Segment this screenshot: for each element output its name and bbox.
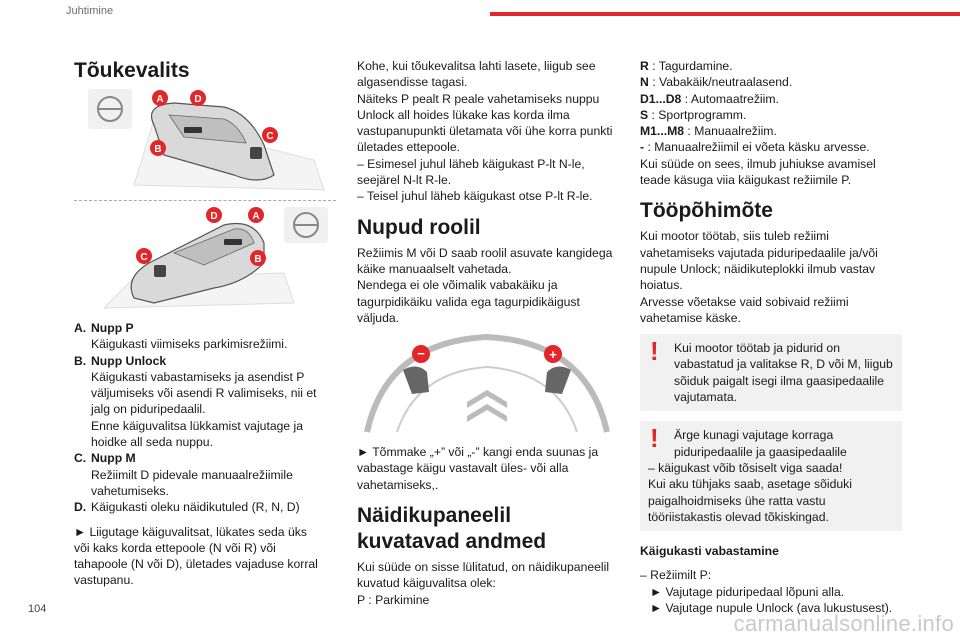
release-step-3: ► Vajutage nupule Unlock (ava lukustusest). — [650, 601, 893, 616]
fig-bottom-label-b: B — [254, 254, 262, 265]
right-paddle — [545, 367, 571, 395]
legend-c-title: Nupp M — [91, 451, 136, 466]
heading-nupud-roolil: Nupud roolil — [357, 215, 481, 239]
fig-top-label-a: A — [156, 94, 164, 105]
paddle-plus-label: + — [549, 347, 557, 363]
fig-bottom-label-a: A — [252, 211, 260, 222]
col2-p1: Kohe, kui tõukevalitsa lahti lasete, liigub see algasendisse tagasi. — [357, 59, 596, 90]
legend-d-text: Käigukasti oleku näidikutuled (R, N, D) — [91, 500, 300, 515]
steering-paddles-figure — [357, 332, 617, 440]
col2-p8: Kui süüde on sisse lülitatud, on näidikupaneelil kuvatud käiguvalitsa olek: — [357, 560, 610, 591]
column-2 — [357, 58, 619, 608]
page-number: 104 — [28, 603, 47, 615]
release-step-2: ► Vajutage piduripedaal lõpuni alla. — [650, 584, 845, 599]
gear-selector-figure-top — [74, 85, 336, 195]
col2-p6: Nendega ei ole võimalik vabakäiku ja tagurpidikäiku valida ega tagurpidikäigust väljuda. — [357, 278, 580, 325]
legend-key: C. — [74, 451, 87, 466]
lever-instruction: ► Liigutage käiguvalitsat, lükates seda üks või kaks korda ettepoole (N või R) või tahapoole (N või D), ületades vajaduse korral vastupanu. — [74, 524, 318, 588]
paddle-minus-label: − — [417, 346, 425, 362]
warning-icon: ! — [650, 423, 659, 454]
fig-top-label-d: D — [194, 94, 202, 105]
status-item: R : Tagurdamine. — [640, 59, 733, 73]
col2-p4: – Teisel juhul läheb käigukast otse P-lt R-le. — [357, 189, 593, 204]
heading-kaigukasti-vabastamine: Käigukasti vabastamine — [640, 544, 779, 559]
legend-b-title: Nupp Unlock — [91, 353, 167, 368]
warning-2-text-c: Kui aku tühjaks saab, asetage sõiduki paigalhoidmiseks ühe ratta vastu tööriistakastis olevad tõkiskingad. — [648, 477, 852, 524]
warning-2-text-a: Ärge kunagi vajutage korraga piduripedaalile ja gaasipedaalile — [674, 428, 847, 459]
fig-top-label-b: B — [154, 144, 162, 155]
left-paddle — [403, 367, 429, 395]
col2-p7: ► Tõmmake „+” või „-” kangi enda suunas ja vabastage käigu vastavalt üles- või alla vahetamiseks,. — [357, 445, 599, 492]
warning-icon: ! — [650, 336, 659, 367]
heading-toopohimote: Tööpõhimõte — [640, 199, 773, 223]
legend-key: A. — [74, 321, 87, 335]
legend-item-b — [74, 353, 324, 451]
figure-divider — [74, 200, 336, 202]
legend-b-text-2: Enne käiguvalitsa lükkamist vajutage ja hoidke all seda nuppu. — [91, 418, 304, 450]
legend-item-d — [74, 499, 324, 515]
status-item: D1...D8 : Automaatrežiim. — [640, 91, 779, 106]
legend-a-text: Käigukasti viimiseks parkimisrežiimi. — [91, 337, 288, 352]
gear-selector-figure-bottom — [74, 203, 336, 313]
col2-p2: Näiteks P pealt R peale vahetamiseks nuppu Unlock all hoides lükake kas korda ilma vastupanupunkti ületamata või ühe korra punkti ületades ettepoole. — [357, 91, 613, 155]
column-3 — [640, 58, 902, 616]
warning-box-1 — [640, 334, 902, 411]
citroen-logo-icon — [467, 390, 507, 422]
col3-ignition-note: Kui süüde on sees, ilmub juhiukse avamisel teade käsuga viia käigukast režiimile P. — [640, 156, 876, 188]
fig-bottom-label-c: C — [140, 252, 148, 263]
fig-bottom-label-d: D — [210, 211, 218, 222]
col3-p-t1: Kui mootor töötab, siis tuleb režiimi vahetamiseks vajutada piduripedaalile ja/või nupule Unlock; näidikuteplokki ilmub vastav hoiatus. — [640, 229, 878, 293]
col2-p5: Režiimis M või D saab roolil asuvate kangidega käike manuaalselt vahetada. — [357, 245, 613, 276]
col2-p3: – Esimesel juhul läheb käigukast P-lt N-le, seejärel N-lt R-le. — [357, 156, 585, 188]
status-item: - : Manuaalrežiimil ei võeta käsku arvesse. — [640, 140, 870, 155]
status-item: S : Sportprogramm. — [640, 107, 747, 122]
legend-item-a — [74, 320, 324, 353]
legend-list — [74, 320, 324, 601]
status-list — [640, 58, 902, 156]
header-accent-bar — [490, 12, 960, 16]
legend-b-text-1: Käigukasti vabastamiseks ja asendist P väljumiseks või asendi R valimiseks, nii et jalg on piduripedaalil. — [91, 369, 317, 417]
col2-p9: P : Parkimine — [357, 592, 430, 607]
column-1 — [74, 58, 334, 84]
heading-naidikupaneel: Näidikupaneelil kuvatavad andmed — [357, 504, 547, 554]
legend-key: B. — [74, 353, 87, 368]
warning-1-text: Kui mootor töötab ja pidurid on vabastatud ja valitakse R, D või M, liigub sõiduk paigalt isegi ilma gaasipedaalile vajutamata. — [674, 341, 893, 405]
title-toukevalits: Tõukevalits — [74, 59, 190, 82]
section-label: Juhtimine — [66, 5, 114, 17]
legend-c-text: Režiimilt D pidevale manuaalrežiimile vahetumiseks. — [91, 467, 293, 498]
status-item: N : Vabakäik/neutraalasend. — [640, 75, 793, 90]
col3-p-t2: Arvesse võetakse vaid sobivaid režiimi vahetamise käske. — [640, 294, 849, 325]
legend-a-title: Nupp P — [91, 321, 134, 335]
release-step-1: – Režiimilt P: — [640, 568, 712, 583]
legend-key: D. — [74, 500, 87, 515]
status-item: M1...M8 : Manuaalrežiim. — [640, 124, 777, 139]
warning-box-2 — [640, 421, 902, 531]
fig-top-label-c: C — [266, 131, 274, 142]
watermark: carmanualsonline.info — [733, 611, 954, 636]
legend-item-c — [74, 450, 324, 499]
warning-2-text-b: – käigukast võib tõsiselt viga saada! — [648, 460, 843, 475]
